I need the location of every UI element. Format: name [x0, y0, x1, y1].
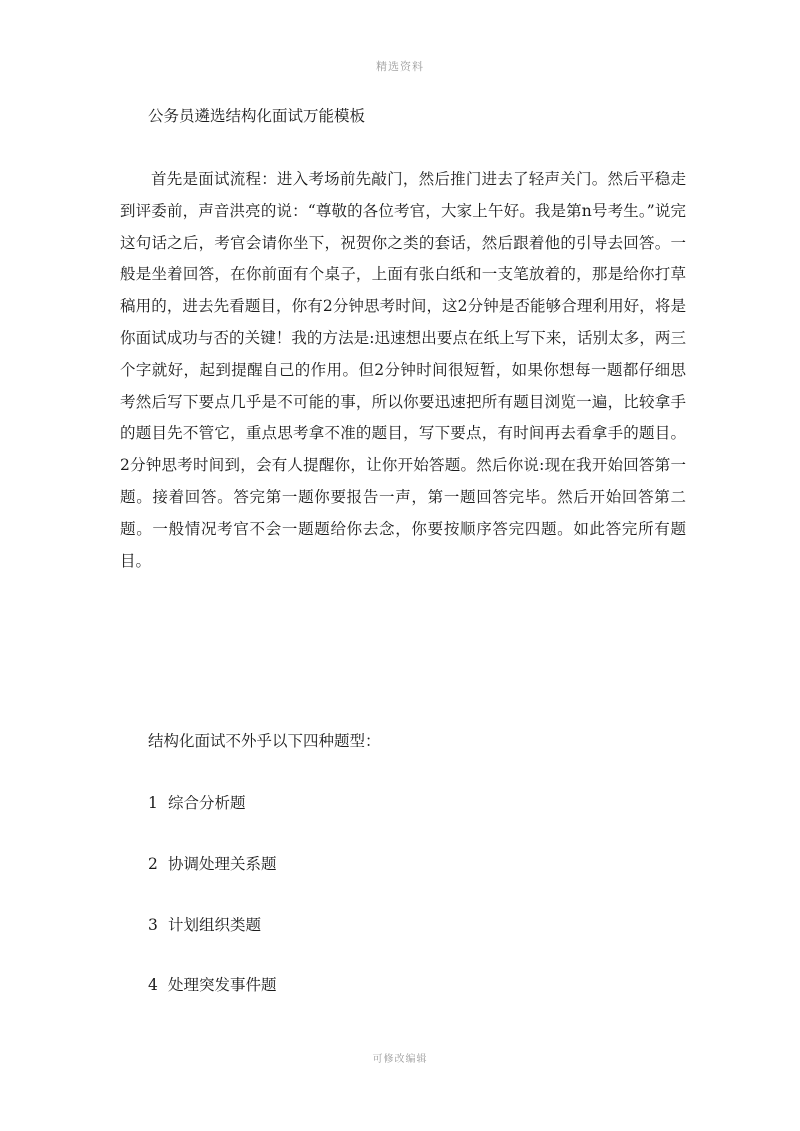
- question-type-number: 4: [148, 976, 158, 994]
- page-footer: 可修改编辑: [372, 1054, 428, 1065]
- page-header: 精选资料: [376, 60, 424, 73]
- question-type-number: 2: [148, 855, 158, 873]
- question-type-number: 3: [148, 916, 158, 934]
- question-types-intro: 结构化面试不外乎以下四种题型：: [148, 732, 381, 750]
- question-type-label: 协调处理关系题: [168, 855, 277, 873]
- question-type-label: 计划组织类题: [168, 916, 262, 934]
- question-type-item: [148, 852, 277, 876]
- question-type-number: 1: [148, 794, 158, 812]
- question-type-item: [148, 791, 246, 815]
- question-type-label: 处理突发事件题: [168, 976, 277, 994]
- intro-paragraph: 首先是面试流程：进入考场前先敲门，然后推门进去了轻声关门。然后平稳走到评委前，声音洪亮的说：“尊敬的各位考官，大家上午好。我是第n号考生。”说完这句话之后，考官会请你坐下，祝贺你之类的套话，然后跟着他的引导去回答。一般是坐着回答，在你前面有个桌子，上面有张白纸和一支笔放着的，那是给你打草稿用的，进去先看题目，你有2分钟思考时间，这2分钟是否能够合理利用好，将是你面试成功与否的关键！我的方法是:迅速想出要点在纸上写下来，话别太多，两三个字就好，起到提醒自己的作用。但2分钟时间很短暂，如果你想每一题都仔细思考然后写下要点几乎是不可能的事，所以你要迅速把所有题目浏览一遍，比较拿手的题目先不管它，重点思考拿不准的题目，写下要点，有时间再去看拿手的题目。2分钟思考时间到，会有人提醒你，让你开始答题。然后你说:现在我开始回答第一题。接着回答。答完第一题你要报告一声，第一题回答完毕。然后开始回答第二题。一般情况考官不会一题题给你去念，你要按顺序答完四题。如此答完所有题目。: [120, 170, 686, 570]
- question-type-label: 综合分析题: [168, 794, 246, 812]
- question-type-item: [148, 913, 261, 937]
- question-type-item: [148, 973, 277, 997]
- document-title: 公务员遴选结构化面试万能模板: [148, 107, 366, 125]
